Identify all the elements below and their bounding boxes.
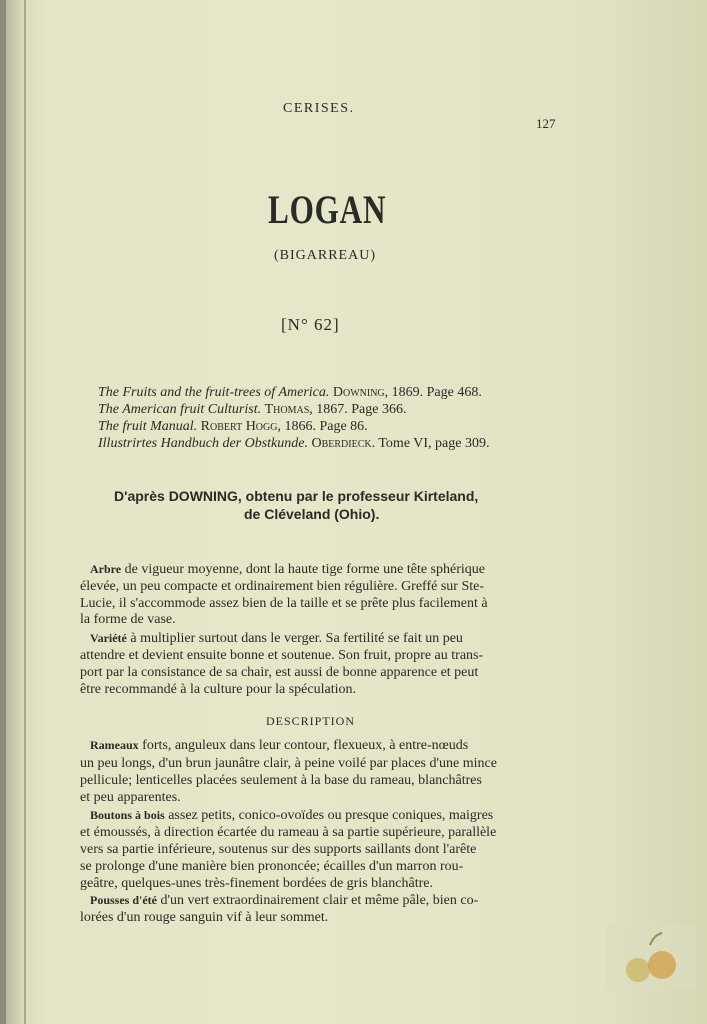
reference-detail: . Tome VI, page 309. xyxy=(371,436,490,451)
page-title: LOGAN xyxy=(268,187,387,232)
fruit-watermark-image xyxy=(606,925,696,990)
paragraph-text: d'un vert extraordinairement clair et même pâle, bien co- xyxy=(157,893,479,908)
paragraph-line: et émoussés, à direction écartée du rameau à sa partie supérieure, parallèle xyxy=(80,825,497,840)
description-heading: DESCRIPTION xyxy=(266,714,356,728)
paragraph-lead: Arbre xyxy=(90,562,122,576)
reference-work: Illustrirtes Handbuch der Obstkunde. xyxy=(98,436,308,451)
paragraph-line xyxy=(90,808,493,824)
paragraph-line: pellicule; lenticelles placées seulement à la base du rameau, blanchâtres xyxy=(80,773,482,788)
variety-number: [N° 62] xyxy=(281,315,340,334)
paragraph-line xyxy=(90,562,485,578)
paragraph-text: forts, anguleux dans leur contour, flexueux, à entre-nœuds xyxy=(138,738,469,753)
paragraph-lead: Variété xyxy=(90,631,127,645)
paragraph-line: vers sa partie inférieure, soutenus sur des supports saillants dont l'arête xyxy=(80,842,477,857)
reference-line xyxy=(98,402,406,418)
page-gutter xyxy=(24,0,26,1024)
reference-author: Oberdieck xyxy=(311,436,372,451)
paragraph-line: geâtre, quelques-unes très-finement bordées de gris blanchâtre. xyxy=(80,876,433,891)
paragraph-line: et peu apparentes. xyxy=(80,790,181,805)
paragraph-line xyxy=(90,893,478,909)
paragraph-lead: Boutons à bois xyxy=(90,808,165,822)
paragraph-lead: Rameaux xyxy=(90,738,139,752)
reference-work: The fruit Manual. xyxy=(98,419,198,434)
subtitle: (BIGARREAU) xyxy=(274,248,376,263)
paragraph-text: assez petits, conico-ovoïdes ou presque coniques, maigres xyxy=(164,808,494,823)
paragraph-line: élevée, un peu compacte et ordinairement bien régulière. Greffé sur Ste- xyxy=(80,579,485,594)
page-number: 127 xyxy=(536,116,556,131)
origin-line: de Cléveland (Ohio). xyxy=(244,506,380,522)
paragraph-line: port par la consistance de sa chair, est aussi de bonne apparence et peut xyxy=(80,665,479,680)
paragraph-text: à multiplier surtout dans le verger. Sa fertilité se fait un peu xyxy=(126,631,463,646)
paragraph-line xyxy=(90,738,468,754)
paragraph-line: un peu longs, d'un brun jaunâtre clair, à peine voilé par places d'une mince xyxy=(80,756,497,771)
book-page xyxy=(6,0,707,1024)
paragraph-line: attendre et devient ensuite bonne et soutenue. Son fruit, propre au trans- xyxy=(80,648,484,663)
paragraph-line xyxy=(90,631,463,647)
paragraph-line: être recommandé à la culture pour la spéculation. xyxy=(80,682,356,697)
reference-detail: , 1866. Page 86. xyxy=(277,419,368,434)
reference-work: The Fruits and the fruit-trees of America. xyxy=(98,385,330,400)
paragraph-text: de vigueur moyenne, dont la haute tige forme une tête sphérique xyxy=(121,562,485,577)
reference-author: Downing xyxy=(332,385,385,400)
reference-line xyxy=(98,419,368,435)
reference-detail: , 1869. Page 468. xyxy=(384,385,482,400)
running-head: CERISES. xyxy=(283,101,355,116)
reference-author: Robert Hogg xyxy=(200,419,278,434)
reference-line xyxy=(98,436,489,452)
book-spine xyxy=(6,0,25,1024)
paragraph-line: lorées d'un rouge sanguin vif à leur sommet. xyxy=(80,910,329,925)
reference-detail: , 1867. Page 366. xyxy=(309,402,407,417)
paragraph-line: Lucie, il s'accommode assez bien de la taille et se prête plus facilement à xyxy=(80,596,488,611)
reference-author: Thomas xyxy=(264,402,310,417)
paragraph-line: la forme de vase. xyxy=(80,612,176,627)
reference-line xyxy=(98,385,482,401)
paragraph-line: se prolonge d'une manière bien prononcée; écailles d'un marron rou- xyxy=(80,859,464,874)
reference-work: The American fruit Culturist. xyxy=(98,402,262,417)
paragraph-lead: Pousses d'été xyxy=(90,893,157,907)
origin-line: D'après DOWNING, obtenu par le professeur Kirteland, xyxy=(114,488,479,504)
